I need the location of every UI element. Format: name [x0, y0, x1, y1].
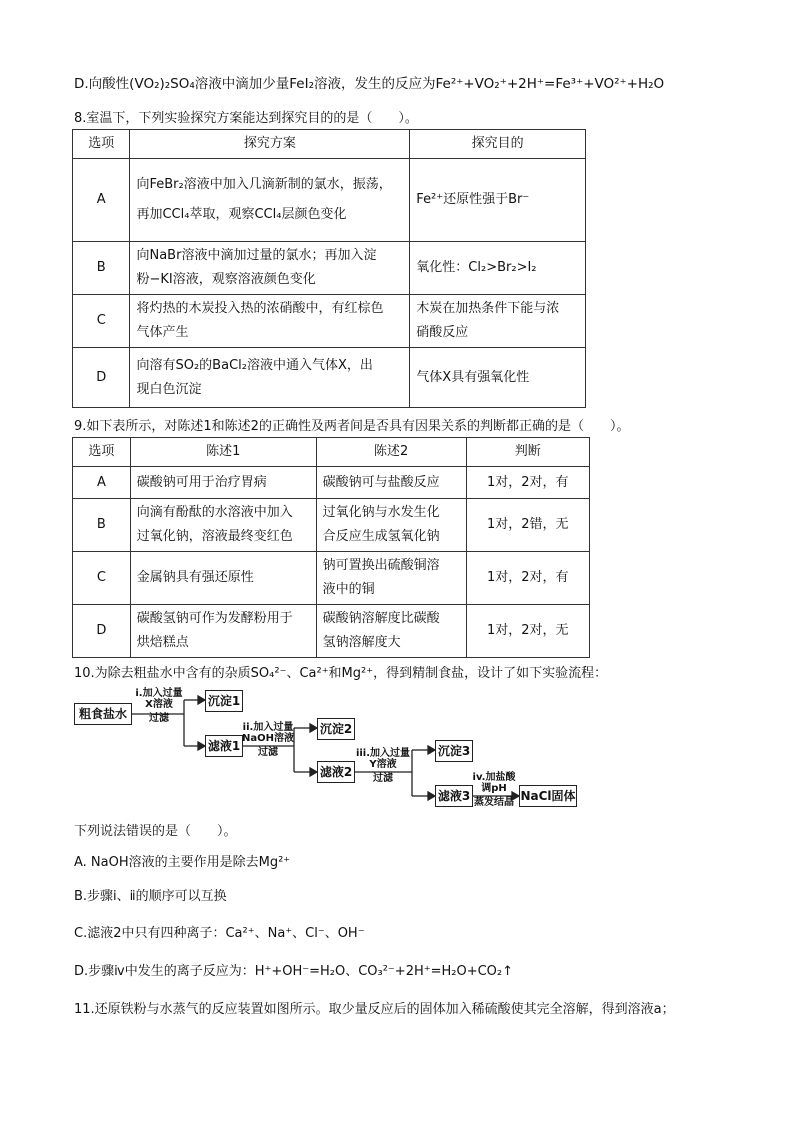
- table-row: [73, 467, 590, 499]
- goal-line: 木炭在加热条件下能与浓: [416, 301, 560, 316]
- option-letter: D: [73, 605, 131, 658]
- table-header: 选项: [73, 130, 130, 159]
- q8-stem: 8.室温下，下列实验探究方案能达到探究目的的是（ ）。: [74, 111, 418, 126]
- plan-line: 气体产生: [136, 325, 189, 340]
- filtrate1-box: 滤液1: [205, 735, 243, 757]
- step2-label-mid: NaOH溶液: [242, 733, 294, 744]
- step1-label: [134, 688, 184, 724]
- statement1-cell: [130, 467, 316, 499]
- statement-line: 碳酸钠可与盐酸反应: [322, 474, 440, 490]
- statement-line: 烘焙糕点: [136, 635, 189, 650]
- statement-line: 碳酸氢钠可作为发酵粉用于: [136, 611, 293, 626]
- table-row: [73, 552, 590, 605]
- option-letter: C: [73, 552, 131, 605]
- goal-cell: [410, 348, 586, 408]
- goal-line: Fe²⁺还原性强于Br⁻: [416, 192, 530, 207]
- statement2-cell: [316, 552, 466, 605]
- plan-line: 向溶有SO₂的BaCl₂溶液中通入气体X，出: [136, 357, 373, 373]
- q10-option-c: C.滤液2中只有四种离子：Ca²⁺、Na⁺、Cl⁻、OH⁻: [74, 926, 365, 941]
- goal-cell: [410, 295, 586, 348]
- judge-cell: 1对，2对，有: [466, 552, 589, 605]
- process-flowchart: [74, 690, 584, 808]
- goal-line: 气体X具有强氧化性: [416, 369, 530, 385]
- judge-cell: 1对，2对，无: [466, 605, 589, 658]
- plan-cell: [130, 348, 410, 408]
- statement2-cell: [316, 499, 466, 552]
- table-header: 陈述1: [130, 438, 316, 467]
- table-header: 判断: [466, 438, 589, 467]
- statement2-cell: [316, 605, 466, 658]
- table-header: 选项: [73, 438, 131, 467]
- step4-label-top: iv.加盐酸: [472, 772, 516, 783]
- statement-line: 向滴有酚酞的水溶液中加入: [136, 505, 293, 520]
- q9-table: [72, 437, 590, 658]
- step2-label-bottom: 过滤: [258, 747, 278, 758]
- precipitate1-box: 沉淀1: [205, 690, 243, 712]
- plan-cell: [130, 242, 410, 295]
- statement1-cell: [130, 605, 316, 658]
- table-header-row: [73, 438, 590, 467]
- statement-line: 氢钠溶解度大: [322, 635, 401, 650]
- option-letter: B: [73, 499, 131, 552]
- step4-label: [470, 772, 518, 808]
- step3-label-top: iii.加入过量: [355, 748, 411, 759]
- option-letter: B: [73, 242, 130, 295]
- statement-line: 液中的铜: [322, 582, 375, 597]
- goal-cell: [410, 242, 586, 295]
- table-row: [73, 348, 586, 408]
- q8-table: [72, 129, 586, 408]
- precipitate2-box: 沉淀2: [317, 718, 355, 740]
- table-header-row: [73, 130, 586, 159]
- plan-line: 向NaBr溶液中滴加过量的氯水；再加入淀: [136, 248, 377, 263]
- statement1-cell: [130, 499, 316, 552]
- statement-line: 过氧化钠，溶液最终变红色: [136, 529, 293, 544]
- table-row: [73, 242, 586, 295]
- q10-option-a: A. NaOH溶液的主要作用是除去Mg²⁺: [74, 855, 291, 870]
- statement1-cell: [130, 552, 316, 605]
- q7-option-d: D.向酸性(VO₂)₂SO₄溶液中滴加少量FeI₂溶液，发生的反应为Fe²⁺+VO₂⁺+2H⁺=Fe³⁺+VO²⁺+H₂O: [74, 76, 665, 92]
- option-letter: A: [73, 159, 130, 242]
- option-letter: C: [73, 295, 130, 348]
- q10-option-b: B.步骤ⅰ、ⅱ的顺序可以互换: [74, 889, 227, 904]
- option-letter: A: [73, 467, 131, 499]
- table-row: [73, 499, 590, 552]
- table-row: [73, 159, 586, 242]
- step3-label: [354, 748, 412, 784]
- step2-label: [242, 722, 294, 758]
- step3-label-mid: Y溶液: [369, 759, 397, 770]
- step1-label-top: i.加入过量: [135, 688, 183, 699]
- plan-line: 现白色沉淀: [136, 381, 202, 397]
- plan-cell: [130, 295, 410, 348]
- table-header: 探究目的: [410, 130, 586, 159]
- q10-ask: 下列说法错误的是（ ）。: [74, 824, 237, 839]
- start-box: 粗食盐水: [74, 703, 132, 725]
- plan-line: 将灼热的木炭投入热的浓硝酸中，有红棕色: [136, 301, 384, 316]
- q10-option-d: D.步骤ⅳ中发生的离子反应为：H⁺+OH⁻=H₂O、CO₃²⁻+2H⁺=H₂O+CO₂↑: [74, 964, 514, 979]
- q9-stem: 9.如下表所示，对陈述1和陈述2的正确性及两者间是否具有因果关系的判断都正确的是（ ）。: [74, 419, 630, 434]
- filtrate2-box: 滤液2: [317, 761, 355, 783]
- step4-label-mid: 调pH: [481, 783, 507, 794]
- product-box: NaCl固体: [519, 785, 577, 807]
- table-row: [73, 295, 586, 348]
- step1-label-mid: X溶液: [145, 699, 173, 710]
- filtrate3-box: 滤液3: [435, 785, 473, 807]
- table-header: 探究方案: [130, 130, 410, 159]
- table-row: [73, 605, 590, 658]
- step3-label-bottom: 过滤: [373, 773, 393, 784]
- plan-line: 再加CCl₄萃取，观察CCl₄层颜色变化: [136, 207, 347, 222]
- goal-cell: [410, 159, 586, 242]
- q10-stem: 10.为除去粗盐水中含有的杂质SO₄²⁻、Ca²⁺和Mg²⁺，得到精制食盐，设计了如下实验流程：: [74, 666, 608, 681]
- plan-line: 向FeBr₂溶液中加入几滴新制的氯水，振荡，: [136, 177, 392, 192]
- judge-cell: 1对，2对，有: [466, 467, 589, 499]
- q11-stem: 11.还原铁粉与水蒸气的反应装置如图所示。取少量反应后的固体加入稀硫酸使其完全溶解，得到溶液a；: [74, 1002, 675, 1017]
- statement-line: 金属钠具有强还原性: [136, 570, 254, 585]
- statement-line: 碳酸钠可用于治疗胃病: [136, 474, 267, 490]
- judge-cell: 1对，2错，无: [466, 499, 589, 552]
- option-letter: D: [73, 348, 130, 408]
- step4-label-bottom: 蒸发结晶: [474, 797, 514, 808]
- goal-line: 氧化性：Cl₂>Br₂>I₂: [416, 260, 537, 275]
- plan-cell: [130, 159, 410, 242]
- precipitate3-box: 沉淀3: [435, 740, 473, 762]
- step2-label-top: ii.加入过量: [242, 722, 294, 733]
- goal-line: 硝酸反应: [416, 325, 469, 340]
- plan-line: 粉−KI溶液，观察溶液颜色变化: [136, 272, 316, 287]
- statement2-cell: [316, 467, 466, 499]
- statement-line: 合反应生成氢氧化钠: [322, 529, 440, 544]
- statement-line: 过氧化钠与水发生化: [322, 505, 440, 520]
- statement-line: 钠可置换出硫酸铜溶: [322, 558, 440, 573]
- step1-label-bottom: 过滤: [149, 713, 169, 724]
- table-header: 陈述2: [316, 438, 466, 467]
- statement-line: 碳酸钠溶解度比碳酸: [322, 611, 440, 626]
